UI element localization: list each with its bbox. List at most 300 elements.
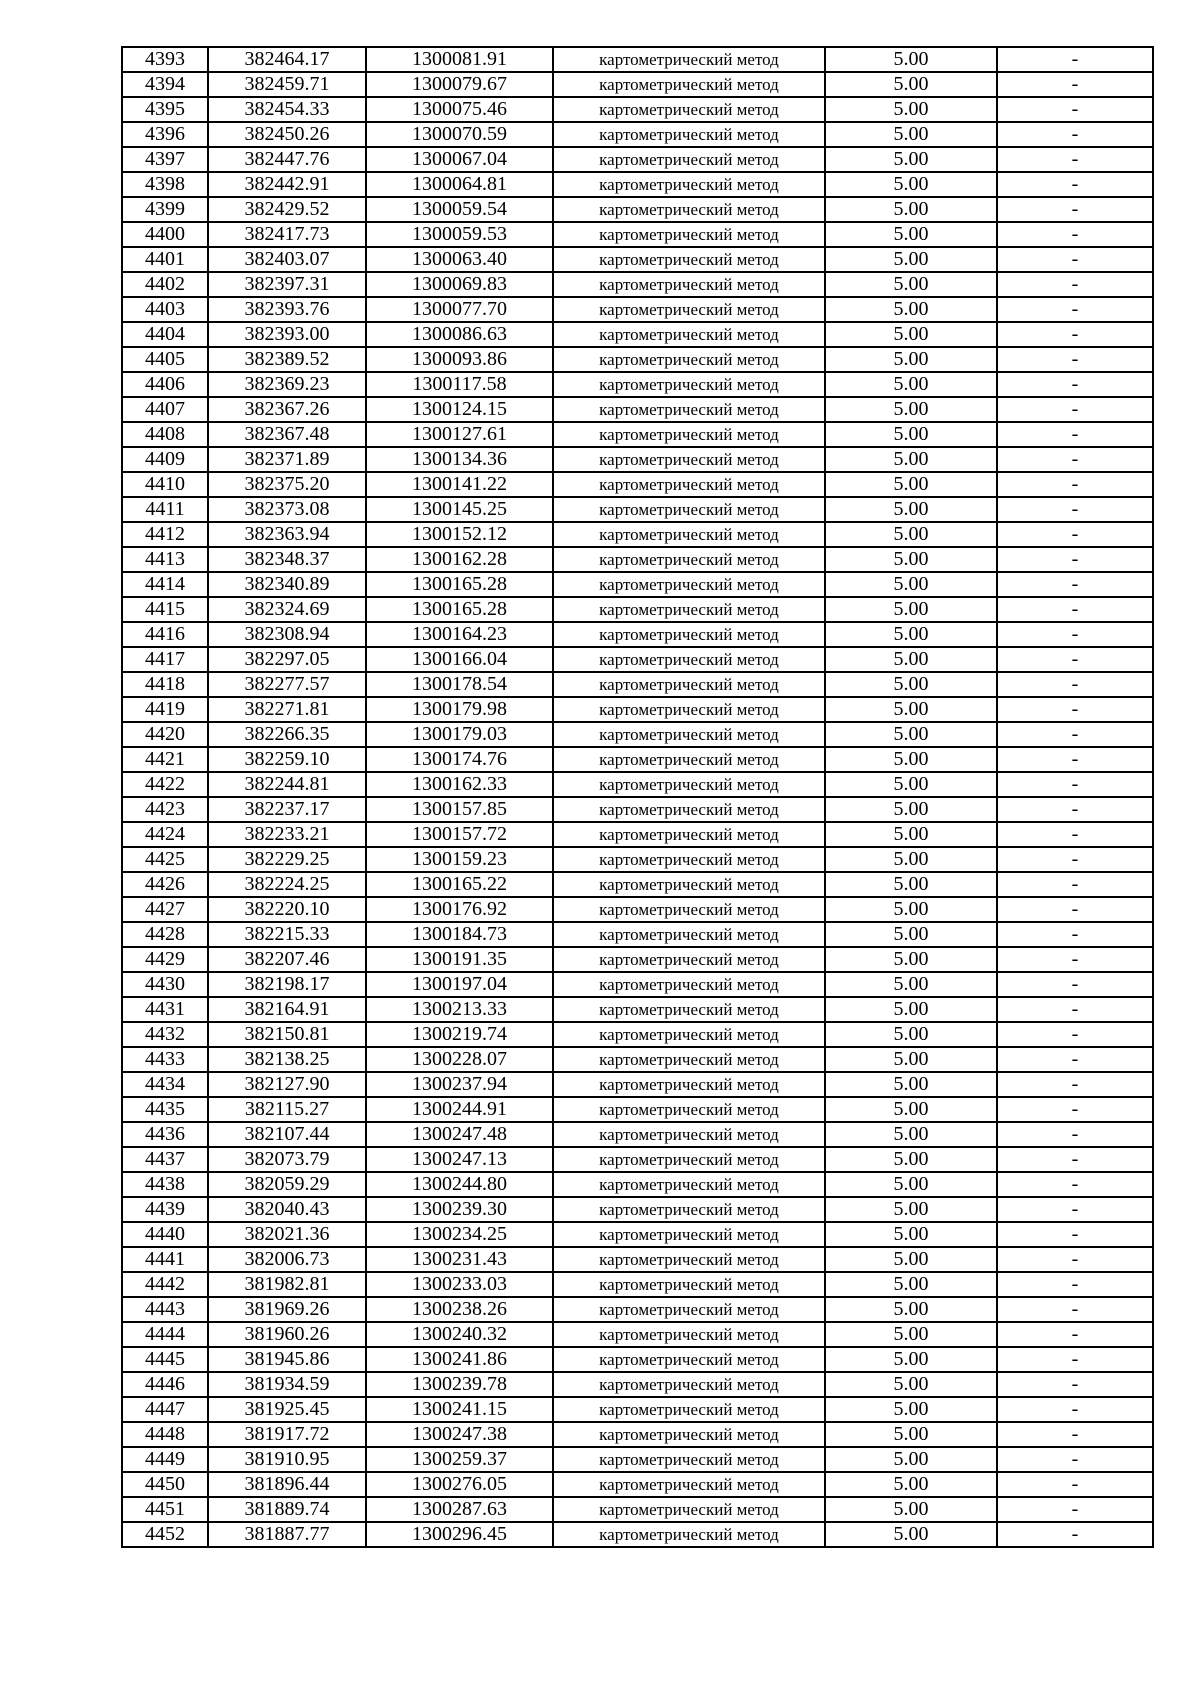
point-number-cell: 4440 [122, 1222, 208, 1247]
note-cell: - [997, 97, 1153, 122]
y-coordinate-cell: 1300162.33 [366, 772, 553, 797]
note-cell: - [997, 547, 1153, 572]
accuracy-cell: 5.00 [825, 722, 997, 747]
x-coordinate-cell: 382369.23 [208, 372, 366, 397]
table-row [122, 847, 1153, 872]
method-cell: картометрический метод [553, 372, 825, 397]
table-row [122, 1497, 1153, 1522]
accuracy-cell: 5.00 [825, 1247, 997, 1272]
table-row [122, 1247, 1153, 1272]
method-cell: картометрический метод [553, 1197, 825, 1222]
note-cell: - [997, 1172, 1153, 1197]
point-number-cell: 4408 [122, 422, 208, 447]
method-cell: картометрический метод [553, 1047, 825, 1072]
accuracy-cell: 5.00 [825, 772, 997, 797]
table-row [122, 1197, 1153, 1222]
method-cell: картометрический метод [553, 1322, 825, 1347]
note-cell: - [997, 1472, 1153, 1497]
y-coordinate-cell: 1300059.54 [366, 197, 553, 222]
method-cell: картометрический метод [553, 647, 825, 672]
accuracy-cell: 5.00 [825, 1197, 997, 1222]
method-cell: картометрический метод [553, 347, 825, 372]
point-number-cell: 4394 [122, 72, 208, 97]
accuracy-cell: 5.00 [825, 1422, 997, 1447]
accuracy-cell: 5.00 [825, 1047, 997, 1072]
x-coordinate-cell: 382447.76 [208, 147, 366, 172]
method-cell: картометрический метод [553, 897, 825, 922]
point-number-cell: 4432 [122, 1022, 208, 1047]
note-cell: - [997, 1372, 1153, 1397]
point-number-cell: 4406 [122, 372, 208, 397]
note-cell: - [997, 1272, 1153, 1297]
accuracy-cell: 5.00 [825, 1072, 997, 1097]
accuracy-cell: 5.00 [825, 172, 997, 197]
method-cell: картометрический метод [553, 1397, 825, 1422]
table-row [122, 522, 1153, 547]
note-cell: - [997, 222, 1153, 247]
table-row [122, 122, 1153, 147]
accuracy-cell: 5.00 [825, 997, 997, 1022]
x-coordinate-cell: 382207.46 [208, 947, 366, 972]
table-row [122, 1322, 1153, 1347]
note-cell: - [997, 122, 1153, 147]
method-cell: картометрический метод [553, 197, 825, 222]
accuracy-cell: 5.00 [825, 272, 997, 297]
x-coordinate-cell: 381969.26 [208, 1297, 366, 1322]
accuracy-cell: 5.00 [825, 472, 997, 497]
table-row [122, 47, 1153, 72]
y-coordinate-cell: 1300247.48 [366, 1122, 553, 1147]
method-cell: картометрический метод [553, 747, 825, 772]
x-coordinate-cell: 382393.76 [208, 297, 366, 322]
note-cell: - [997, 1022, 1153, 1047]
note-cell: - [997, 197, 1153, 222]
table-row [122, 797, 1153, 822]
table-row [122, 1222, 1153, 1247]
point-number-cell: 4423 [122, 797, 208, 822]
y-coordinate-cell: 1300219.74 [366, 1022, 553, 1047]
point-number-cell: 4443 [122, 1297, 208, 1322]
y-coordinate-cell: 1300241.86 [366, 1347, 553, 1372]
x-coordinate-cell: 382393.00 [208, 322, 366, 347]
y-coordinate-cell: 1300166.04 [366, 647, 553, 672]
x-coordinate-cell: 382348.37 [208, 547, 366, 572]
table-row [122, 647, 1153, 672]
y-coordinate-cell: 1300157.85 [366, 797, 553, 822]
method-cell: картометрический метод [553, 322, 825, 347]
y-coordinate-cell: 1300124.15 [366, 397, 553, 422]
method-cell: картометрический метод [553, 1172, 825, 1197]
point-number-cell: 4402 [122, 272, 208, 297]
point-number-cell: 4452 [122, 1522, 208, 1547]
table-row [122, 1372, 1153, 1397]
note-cell: - [997, 1222, 1153, 1247]
note-cell: - [997, 1197, 1153, 1222]
point-number-cell: 4413 [122, 547, 208, 572]
y-coordinate-cell: 1300069.83 [366, 272, 553, 297]
accuracy-cell: 5.00 [825, 522, 997, 547]
note-cell: - [997, 1297, 1153, 1322]
point-number-cell: 4447 [122, 1397, 208, 1422]
x-coordinate-cell: 382224.25 [208, 872, 366, 897]
accuracy-cell: 5.00 [825, 347, 997, 372]
table-row [122, 197, 1153, 222]
point-number-cell: 4444 [122, 1322, 208, 1347]
x-coordinate-cell: 382375.20 [208, 472, 366, 497]
accuracy-cell: 5.00 [825, 1347, 997, 1372]
method-cell: картометрический метод [553, 1222, 825, 1247]
method-cell: картометрический метод [553, 47, 825, 72]
point-number-cell: 4396 [122, 122, 208, 147]
accuracy-cell: 5.00 [825, 1147, 997, 1172]
accuracy-cell: 5.00 [825, 1372, 997, 1397]
method-cell: картометрический метод [553, 1122, 825, 1147]
note-cell: - [997, 697, 1153, 722]
method-cell: картометрический метод [553, 1472, 825, 1497]
x-coordinate-cell: 382459.71 [208, 72, 366, 97]
table-row [122, 922, 1153, 947]
point-number-cell: 4429 [122, 947, 208, 972]
y-coordinate-cell: 1300086.63 [366, 322, 553, 347]
y-coordinate-cell: 1300247.38 [366, 1422, 553, 1447]
accuracy-cell: 5.00 [825, 147, 997, 172]
accuracy-cell: 5.00 [825, 972, 997, 997]
method-cell: картометрический метод [553, 622, 825, 647]
method-cell: картометрический метод [553, 797, 825, 822]
table-row [122, 1122, 1153, 1147]
point-number-cell: 4422 [122, 772, 208, 797]
table-row [122, 1447, 1153, 1472]
y-coordinate-cell: 1300141.22 [366, 472, 553, 497]
method-cell: картометрический метод [553, 472, 825, 497]
method-cell: картометрический метод [553, 522, 825, 547]
point-number-cell: 4407 [122, 397, 208, 422]
x-coordinate-cell: 381960.26 [208, 1322, 366, 1347]
accuracy-cell: 5.00 [825, 1172, 997, 1197]
accuracy-cell: 5.00 [825, 297, 997, 322]
table-row [122, 822, 1153, 847]
point-number-cell: 4427 [122, 897, 208, 922]
point-number-cell: 4438 [122, 1172, 208, 1197]
x-coordinate-cell: 382297.05 [208, 647, 366, 672]
method-cell: картометрический метод [553, 1022, 825, 1047]
note-cell: - [997, 772, 1153, 797]
table-row [122, 572, 1153, 597]
note-cell: - [997, 947, 1153, 972]
table-row [122, 872, 1153, 897]
point-number-cell: 4430 [122, 972, 208, 997]
accuracy-cell: 5.00 [825, 122, 997, 147]
method-cell: картометрический метод [553, 297, 825, 322]
note-cell: - [997, 622, 1153, 647]
x-coordinate-cell: 381910.95 [208, 1447, 366, 1472]
table-row [122, 1347, 1153, 1372]
point-number-cell: 4419 [122, 697, 208, 722]
note-cell: - [997, 522, 1153, 547]
point-number-cell: 4451 [122, 1497, 208, 1522]
accuracy-cell: 5.00 [825, 622, 997, 647]
x-coordinate-cell: 382429.52 [208, 197, 366, 222]
y-coordinate-cell: 1300075.46 [366, 97, 553, 122]
accuracy-cell: 5.00 [825, 897, 997, 922]
method-cell: картометрический метод [553, 1247, 825, 1272]
accuracy-cell: 5.00 [825, 247, 997, 272]
accuracy-cell: 5.00 [825, 697, 997, 722]
note-cell: - [997, 572, 1153, 597]
accuracy-cell: 5.00 [825, 322, 997, 347]
table-row [122, 222, 1153, 247]
method-cell: картометрический метод [553, 547, 825, 572]
point-number-cell: 4442 [122, 1272, 208, 1297]
point-number-cell: 4399 [122, 197, 208, 222]
table-row [122, 422, 1153, 447]
x-coordinate-cell: 382150.81 [208, 1022, 366, 1047]
y-coordinate-cell: 1300079.67 [366, 72, 553, 97]
table-row [122, 172, 1153, 197]
accuracy-cell: 5.00 [825, 1522, 997, 1547]
y-coordinate-cell: 1300276.05 [366, 1472, 553, 1497]
y-coordinate-cell: 1300127.61 [366, 422, 553, 447]
accuracy-cell: 5.00 [825, 572, 997, 597]
x-coordinate-cell: 382073.79 [208, 1147, 366, 1172]
note-cell: - [997, 322, 1153, 347]
note-cell: - [997, 1047, 1153, 1072]
method-cell: картометрический метод [553, 1447, 825, 1472]
y-coordinate-cell: 1300213.33 [366, 997, 553, 1022]
x-coordinate-cell: 382220.10 [208, 897, 366, 922]
table-row [122, 697, 1153, 722]
accuracy-cell: 5.00 [825, 822, 997, 847]
accuracy-cell: 5.00 [825, 97, 997, 122]
method-cell: картометрический метод [553, 722, 825, 747]
y-coordinate-cell: 1300239.78 [366, 1372, 553, 1397]
x-coordinate-cell: 382198.17 [208, 972, 366, 997]
point-number-cell: 4433 [122, 1047, 208, 1072]
point-number-cell: 4398 [122, 172, 208, 197]
x-coordinate-cell: 382215.33 [208, 922, 366, 947]
accuracy-cell: 5.00 [825, 447, 997, 472]
method-cell: картометрический метод [553, 272, 825, 297]
table-row [122, 897, 1153, 922]
note-cell: - [997, 847, 1153, 872]
method-cell: картометрический метод [553, 1497, 825, 1522]
note-cell: - [997, 722, 1153, 747]
x-coordinate-cell: 382277.57 [208, 672, 366, 697]
x-coordinate-cell: 382237.17 [208, 797, 366, 822]
point-number-cell: 4435 [122, 1097, 208, 1122]
table-row [122, 547, 1153, 572]
x-coordinate-cell: 382397.31 [208, 272, 366, 297]
note-cell: - [997, 447, 1153, 472]
accuracy-cell: 5.00 [825, 1022, 997, 1047]
coordinates-table [121, 46, 1154, 1548]
table-row [122, 1072, 1153, 1097]
x-coordinate-cell: 381889.74 [208, 1497, 366, 1522]
y-coordinate-cell: 1300184.73 [366, 922, 553, 947]
method-cell: картометрический метод [553, 122, 825, 147]
accuracy-cell: 5.00 [825, 1322, 997, 1347]
accuracy-cell: 5.00 [825, 497, 997, 522]
note-cell: - [997, 747, 1153, 772]
accuracy-cell: 5.00 [825, 797, 997, 822]
y-coordinate-cell: 1300162.28 [366, 547, 553, 572]
method-cell: картометрический метод [553, 222, 825, 247]
note-cell: - [997, 822, 1153, 847]
table-row [122, 147, 1153, 172]
table-row [122, 247, 1153, 272]
table-row [122, 1272, 1153, 1297]
accuracy-cell: 5.00 [825, 1097, 997, 1122]
x-coordinate-cell: 382363.94 [208, 522, 366, 547]
method-cell: картометрический метод [553, 1097, 825, 1122]
x-coordinate-cell: 382464.17 [208, 47, 366, 72]
y-coordinate-cell: 1300239.30 [366, 1197, 553, 1222]
accuracy-cell: 5.00 [825, 872, 997, 897]
note-cell: - [997, 472, 1153, 497]
table-row [122, 72, 1153, 97]
x-coordinate-cell: 382259.10 [208, 747, 366, 772]
y-coordinate-cell: 1300179.03 [366, 722, 553, 747]
y-coordinate-cell: 1300134.36 [366, 447, 553, 472]
note-cell: - [997, 647, 1153, 672]
method-cell: картометрический метод [553, 922, 825, 947]
y-coordinate-cell: 1300179.98 [366, 697, 553, 722]
table-row [122, 1022, 1153, 1047]
x-coordinate-cell: 382229.25 [208, 847, 366, 872]
note-cell: - [997, 1072, 1153, 1097]
point-number-cell: 4446 [122, 1372, 208, 1397]
point-number-cell: 4400 [122, 222, 208, 247]
x-coordinate-cell: 382233.21 [208, 822, 366, 847]
x-coordinate-cell: 381982.81 [208, 1272, 366, 1297]
coordinates-table-body [122, 47, 1153, 1547]
y-coordinate-cell: 1300164.23 [366, 622, 553, 647]
method-cell: картометрический метод [553, 1422, 825, 1447]
method-cell: картометрический метод [553, 947, 825, 972]
method-cell: картометрический метод [553, 397, 825, 422]
note-cell: - [997, 997, 1153, 1022]
method-cell: картометрический метод [553, 447, 825, 472]
x-coordinate-cell: 382059.29 [208, 1172, 366, 1197]
accuracy-cell: 5.00 [825, 922, 997, 947]
method-cell: картометрический метод [553, 1272, 825, 1297]
point-number-cell: 4425 [122, 847, 208, 872]
method-cell: картометрический метод [553, 847, 825, 872]
note-cell: - [997, 272, 1153, 297]
point-number-cell: 4424 [122, 822, 208, 847]
x-coordinate-cell: 382040.43 [208, 1197, 366, 1222]
method-cell: картометрический метод [553, 172, 825, 197]
table-row [122, 722, 1153, 747]
accuracy-cell: 5.00 [825, 1297, 997, 1322]
table-row [122, 972, 1153, 997]
table-row [122, 1397, 1153, 1422]
accuracy-cell: 5.00 [825, 397, 997, 422]
x-coordinate-cell: 381887.77 [208, 1522, 366, 1547]
point-number-cell: 4450 [122, 1472, 208, 1497]
note-cell: - [997, 872, 1153, 897]
note-cell: - [997, 347, 1153, 372]
note-cell: - [997, 972, 1153, 997]
point-number-cell: 4412 [122, 522, 208, 547]
y-coordinate-cell: 1300233.03 [366, 1272, 553, 1297]
y-coordinate-cell: 1300165.22 [366, 872, 553, 897]
y-coordinate-cell: 1300241.15 [366, 1397, 553, 1422]
point-number-cell: 4437 [122, 1147, 208, 1172]
x-coordinate-cell: 382417.73 [208, 222, 366, 247]
note-cell: - [997, 797, 1153, 822]
y-coordinate-cell: 1300152.12 [366, 522, 553, 547]
note-cell: - [997, 1447, 1153, 1472]
x-coordinate-cell: 382107.44 [208, 1122, 366, 1147]
table-row [122, 1147, 1153, 1172]
table-row [122, 397, 1153, 422]
note-cell: - [997, 922, 1153, 947]
table-row [122, 347, 1153, 372]
table-row [122, 497, 1153, 522]
x-coordinate-cell: 382403.07 [208, 247, 366, 272]
accuracy-cell: 5.00 [825, 1272, 997, 1297]
y-coordinate-cell: 1300296.45 [366, 1522, 553, 1547]
x-coordinate-cell: 382021.36 [208, 1222, 366, 1247]
accuracy-cell: 5.00 [825, 1222, 997, 1247]
note-cell: - [997, 372, 1153, 397]
table-row [122, 747, 1153, 772]
x-coordinate-cell: 382373.08 [208, 497, 366, 522]
y-coordinate-cell: 1300287.63 [366, 1497, 553, 1522]
table-row [122, 947, 1153, 972]
note-cell: - [997, 1397, 1153, 1422]
accuracy-cell: 5.00 [825, 1472, 997, 1497]
accuracy-cell: 5.00 [825, 197, 997, 222]
x-coordinate-cell: 382127.90 [208, 1072, 366, 1097]
y-coordinate-cell: 1300231.43 [366, 1247, 553, 1272]
point-number-cell: 4448 [122, 1422, 208, 1447]
y-coordinate-cell: 1300070.59 [366, 122, 553, 147]
accuracy-cell: 5.00 [825, 672, 997, 697]
note-cell: - [997, 1422, 1153, 1447]
y-coordinate-cell: 1300228.07 [366, 1047, 553, 1072]
y-coordinate-cell: 1300237.94 [366, 1072, 553, 1097]
y-coordinate-cell: 1300238.26 [366, 1297, 553, 1322]
point-number-cell: 4421 [122, 747, 208, 772]
y-coordinate-cell: 1300244.91 [366, 1097, 553, 1122]
point-number-cell: 4403 [122, 297, 208, 322]
x-coordinate-cell: 382244.81 [208, 772, 366, 797]
table-row [122, 1422, 1153, 1447]
point-number-cell: 4401 [122, 247, 208, 272]
note-cell: - [997, 297, 1153, 322]
note-cell: - [997, 72, 1153, 97]
accuracy-cell: 5.00 [825, 1122, 997, 1147]
table-row [122, 472, 1153, 497]
method-cell: картометрический метод [553, 1522, 825, 1547]
point-number-cell: 4397 [122, 147, 208, 172]
accuracy-cell: 5.00 [825, 1497, 997, 1522]
note-cell: - [997, 1497, 1153, 1522]
y-coordinate-cell: 1300067.04 [366, 147, 553, 172]
point-number-cell: 4411 [122, 497, 208, 522]
note-cell: - [997, 172, 1153, 197]
point-number-cell: 4439 [122, 1197, 208, 1222]
table-row [122, 297, 1153, 322]
point-number-cell: 4395 [122, 97, 208, 122]
method-cell: картометрический метод [553, 997, 825, 1022]
point-number-cell: 4405 [122, 347, 208, 372]
x-coordinate-cell: 381934.59 [208, 1372, 366, 1397]
point-number-cell: 4393 [122, 47, 208, 72]
x-coordinate-cell: 381917.72 [208, 1422, 366, 1447]
